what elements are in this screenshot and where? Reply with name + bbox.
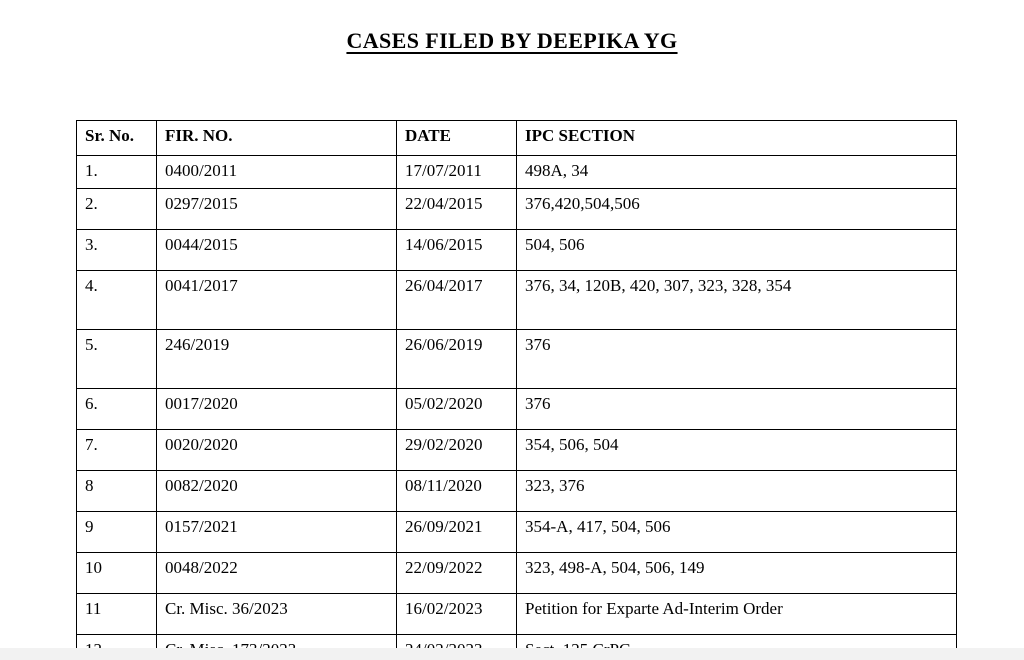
table-row (77, 594, 957, 635)
table-header (77, 121, 957, 156)
cell-date: 17/07/2011 (397, 156, 517, 189)
cell-ipc-section: 376,420,504,506 (517, 189, 957, 230)
cell-sr-no: 3. (77, 230, 157, 271)
cell-fir-no: 0297/2015 (157, 189, 397, 230)
column-header-ipc-section: IPC SECTION (517, 121, 957, 156)
cell-ipc-section: 323, 376 (517, 471, 957, 512)
cell-sr-no: 4. (77, 271, 157, 330)
cell-date: 14/06/2015 (397, 230, 517, 271)
table-row (77, 271, 957, 330)
page-footer-strip (0, 648, 1024, 660)
column-header-date: DATE (397, 121, 517, 156)
cell-fir-no: 0400/2011 (157, 156, 397, 189)
cell-date: 22/04/2015 (397, 189, 517, 230)
column-header-fir-no: FIR. NO. (157, 121, 397, 156)
cell-ipc-section: 498A, 34 (517, 156, 957, 189)
cell-sr-no: 10 (77, 553, 157, 594)
cell-date: 22/09/2022 (397, 553, 517, 594)
cell-ipc-section: 354-A, 417, 504, 506 (517, 512, 957, 553)
cell-sr-no: 8 (77, 471, 157, 512)
cell-sr-no: 7. (77, 430, 157, 471)
cell-fir-no: 0020/2020 (157, 430, 397, 471)
table-row (77, 156, 957, 189)
cell-fir-no: 0041/2017 (157, 271, 397, 330)
cell-date: 26/06/2019 (397, 330, 517, 389)
cell-date: 05/02/2020 (397, 389, 517, 430)
cell-ipc-section: 376 (517, 330, 957, 389)
cell-ipc-section: Petition for Exparte Ad-Interim Order (517, 594, 957, 635)
cell-fir-no: 246/2019 (157, 330, 397, 389)
page-title: CASES FILED BY DEEPIKA YG (346, 28, 678, 53)
table-row (77, 471, 957, 512)
cell-date: 29/02/2020 (397, 430, 517, 471)
cell-sr-no: 1. (77, 156, 157, 189)
cell-sr-no: 9 (77, 512, 157, 553)
cell-ipc-section: 376, 34, 120B, 420, 307, 323, 328, 354 (517, 271, 957, 330)
table-row (77, 553, 957, 594)
table-row (77, 330, 957, 389)
cell-ipc-section: 354, 506, 504 (517, 430, 957, 471)
cell-fir-no: 0044/2015 (157, 230, 397, 271)
column-header-sr-no: Sr. No. (77, 121, 157, 156)
cell-fir-no: 0048/2022 (157, 553, 397, 594)
table-header-row (77, 121, 957, 156)
cell-fir-no: Cr. Misc. 36/2023 (157, 594, 397, 635)
cell-ipc-section: 323, 498-A, 504, 506, 149 (517, 553, 957, 594)
table-row (77, 389, 957, 430)
table-row (77, 512, 957, 553)
cell-date: 26/09/2021 (397, 512, 517, 553)
cell-ipc-section: 376 (517, 389, 957, 430)
cell-date: 26/04/2017 (397, 271, 517, 330)
cases-table (76, 120, 957, 660)
cell-date: 16/02/2023 (397, 594, 517, 635)
table-row (77, 430, 957, 471)
table-body (77, 156, 957, 660)
table-row (77, 230, 957, 271)
cell-sr-no: 2. (77, 189, 157, 230)
cell-sr-no: 6. (77, 389, 157, 430)
cell-fir-no: 0157/2021 (157, 512, 397, 553)
cases-table-container (76, 120, 956, 660)
cell-ipc-section: 504, 506 (517, 230, 957, 271)
cell-fir-no: 0017/2020 (157, 389, 397, 430)
cell-sr-no: 11 (77, 594, 157, 635)
cell-fir-no: 0082/2020 (157, 471, 397, 512)
cell-date: 08/11/2020 (397, 471, 517, 512)
table-row (77, 189, 957, 230)
cell-sr-no: 5. (77, 330, 157, 389)
